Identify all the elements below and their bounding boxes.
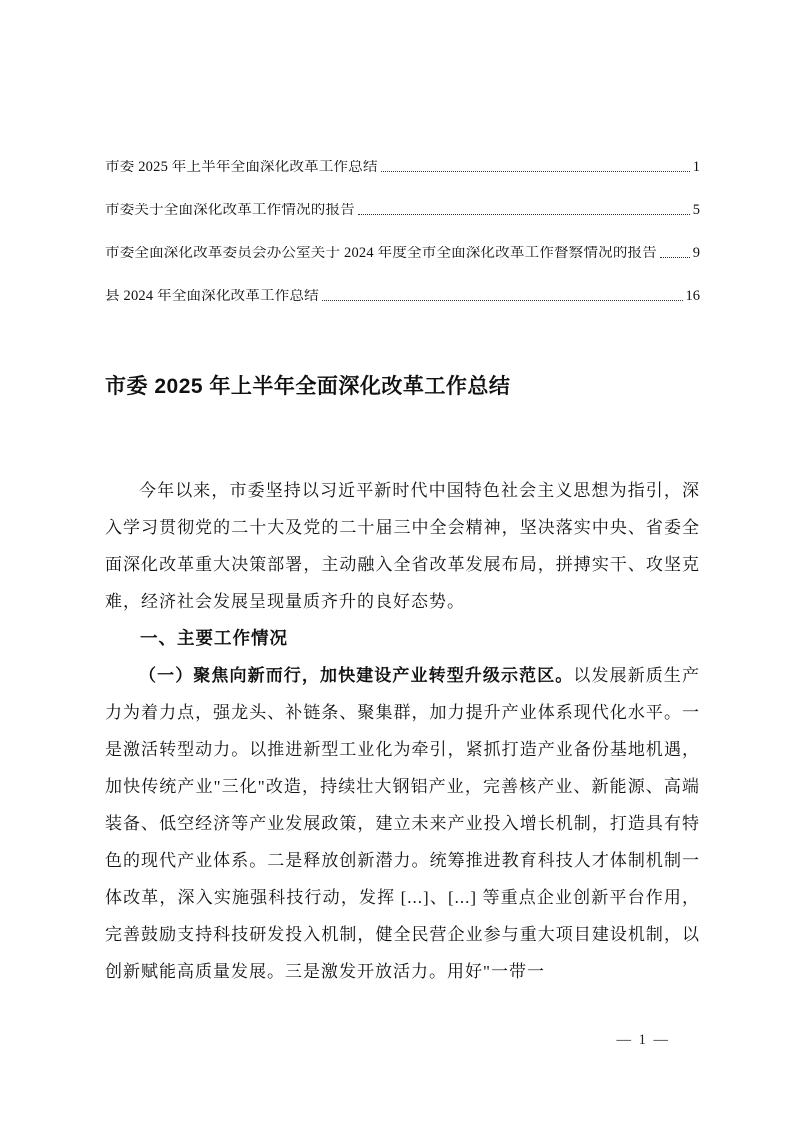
toc-entry-title: 市委关于全面深化改革工作情况的报告 — [105, 203, 355, 218]
toc-entry-title: 县 2024 年全面深化改革工作总结 — [105, 289, 319, 304]
body-paragraph-intro: 今年以来，市委坚持以习近平新时代中国特色社会主义思想为指引，深入学习贯彻党的二十大及党的二十届三中全会精神，坚决落实中央、省委全面深化改革重大决策部署，主动融入全省改革发展布局，拼搏实干、攻坚克难，经济社会发展呈现量质齐升的良好态势。 — [105, 481, 700, 611]
toc-page-number: 1 — [692, 159, 700, 175]
toc-entry — [105, 246, 700, 261]
body-paragraph-section-one — [105, 657, 700, 990]
document-title: 市委 2025 年上半年全面深化改革工作总结 — [105, 375, 511, 398]
section-heading-main-work: 一、主要工作情况 — [140, 628, 288, 648]
paragraph-text: 以发展新质生产力为着力点，强龙头、补链条、聚集群，加力提升产业体系现代化水平。 — [105, 666, 701, 722]
toc-entry — [105, 289, 700, 304]
paragraph-text: 用好"一带一 — [447, 962, 545, 981]
toc-entry — [105, 203, 700, 218]
toc-leader-dots — [322, 300, 683, 301]
toc-page-number: 5 — [692, 202, 700, 218]
toc-leader-dots — [358, 214, 690, 215]
paragraph-text: 三是激发开放活力。 — [285, 962, 447, 981]
toc-entry — [105, 160, 700, 175]
toc-leader-dots — [381, 171, 690, 172]
toc-leader-dots — [660, 257, 690, 258]
toc-entry-title: 市委全面深化改革委员会办公室关于 2024 年度全市全面深化改革工作督察情况的报告 — [105, 246, 657, 261]
paragraph-lead-bold-text: （一）聚焦向新而行，加快建设产业转型升级示范区。 — [139, 666, 574, 685]
paragraph-text: 二是释放创新潜力。 — [267, 851, 430, 870]
toc-page-number: 9 — [692, 245, 700, 261]
toc-entry-title: 市委 2025 年上半年全面深化改革工作总结 — [105, 160, 378, 175]
page-number-footer: — 1 — — [616, 1032, 670, 1048]
toc-page-number: 16 — [685, 288, 700, 304]
paragraph-text: 一是激活转型动力。 — [105, 703, 700, 759]
paragraph-text: 以推进新型工业化为牵引，紧抓打造产业备份基地机遇，加快传统产业"三化"改造，持续壮大钢铝产业，完善核产业、新能源、高端装备、低空经济等产业发展政策，建立未来产业投入增长机制，打造具有特色的现代产业体系。 — [105, 740, 700, 870]
table-of-contents — [105, 160, 700, 304]
paragraph-text: 统筹推进教育科技人才体制机制一体改革，深入实施强科技行动，发挥 [...]、[...] 等重点企业创新平台作用，完善鼓励支持科技研发投入机制，健全民营企业参与重大项目建设机制，以创新赋能高质量发展。 — [105, 851, 700, 981]
